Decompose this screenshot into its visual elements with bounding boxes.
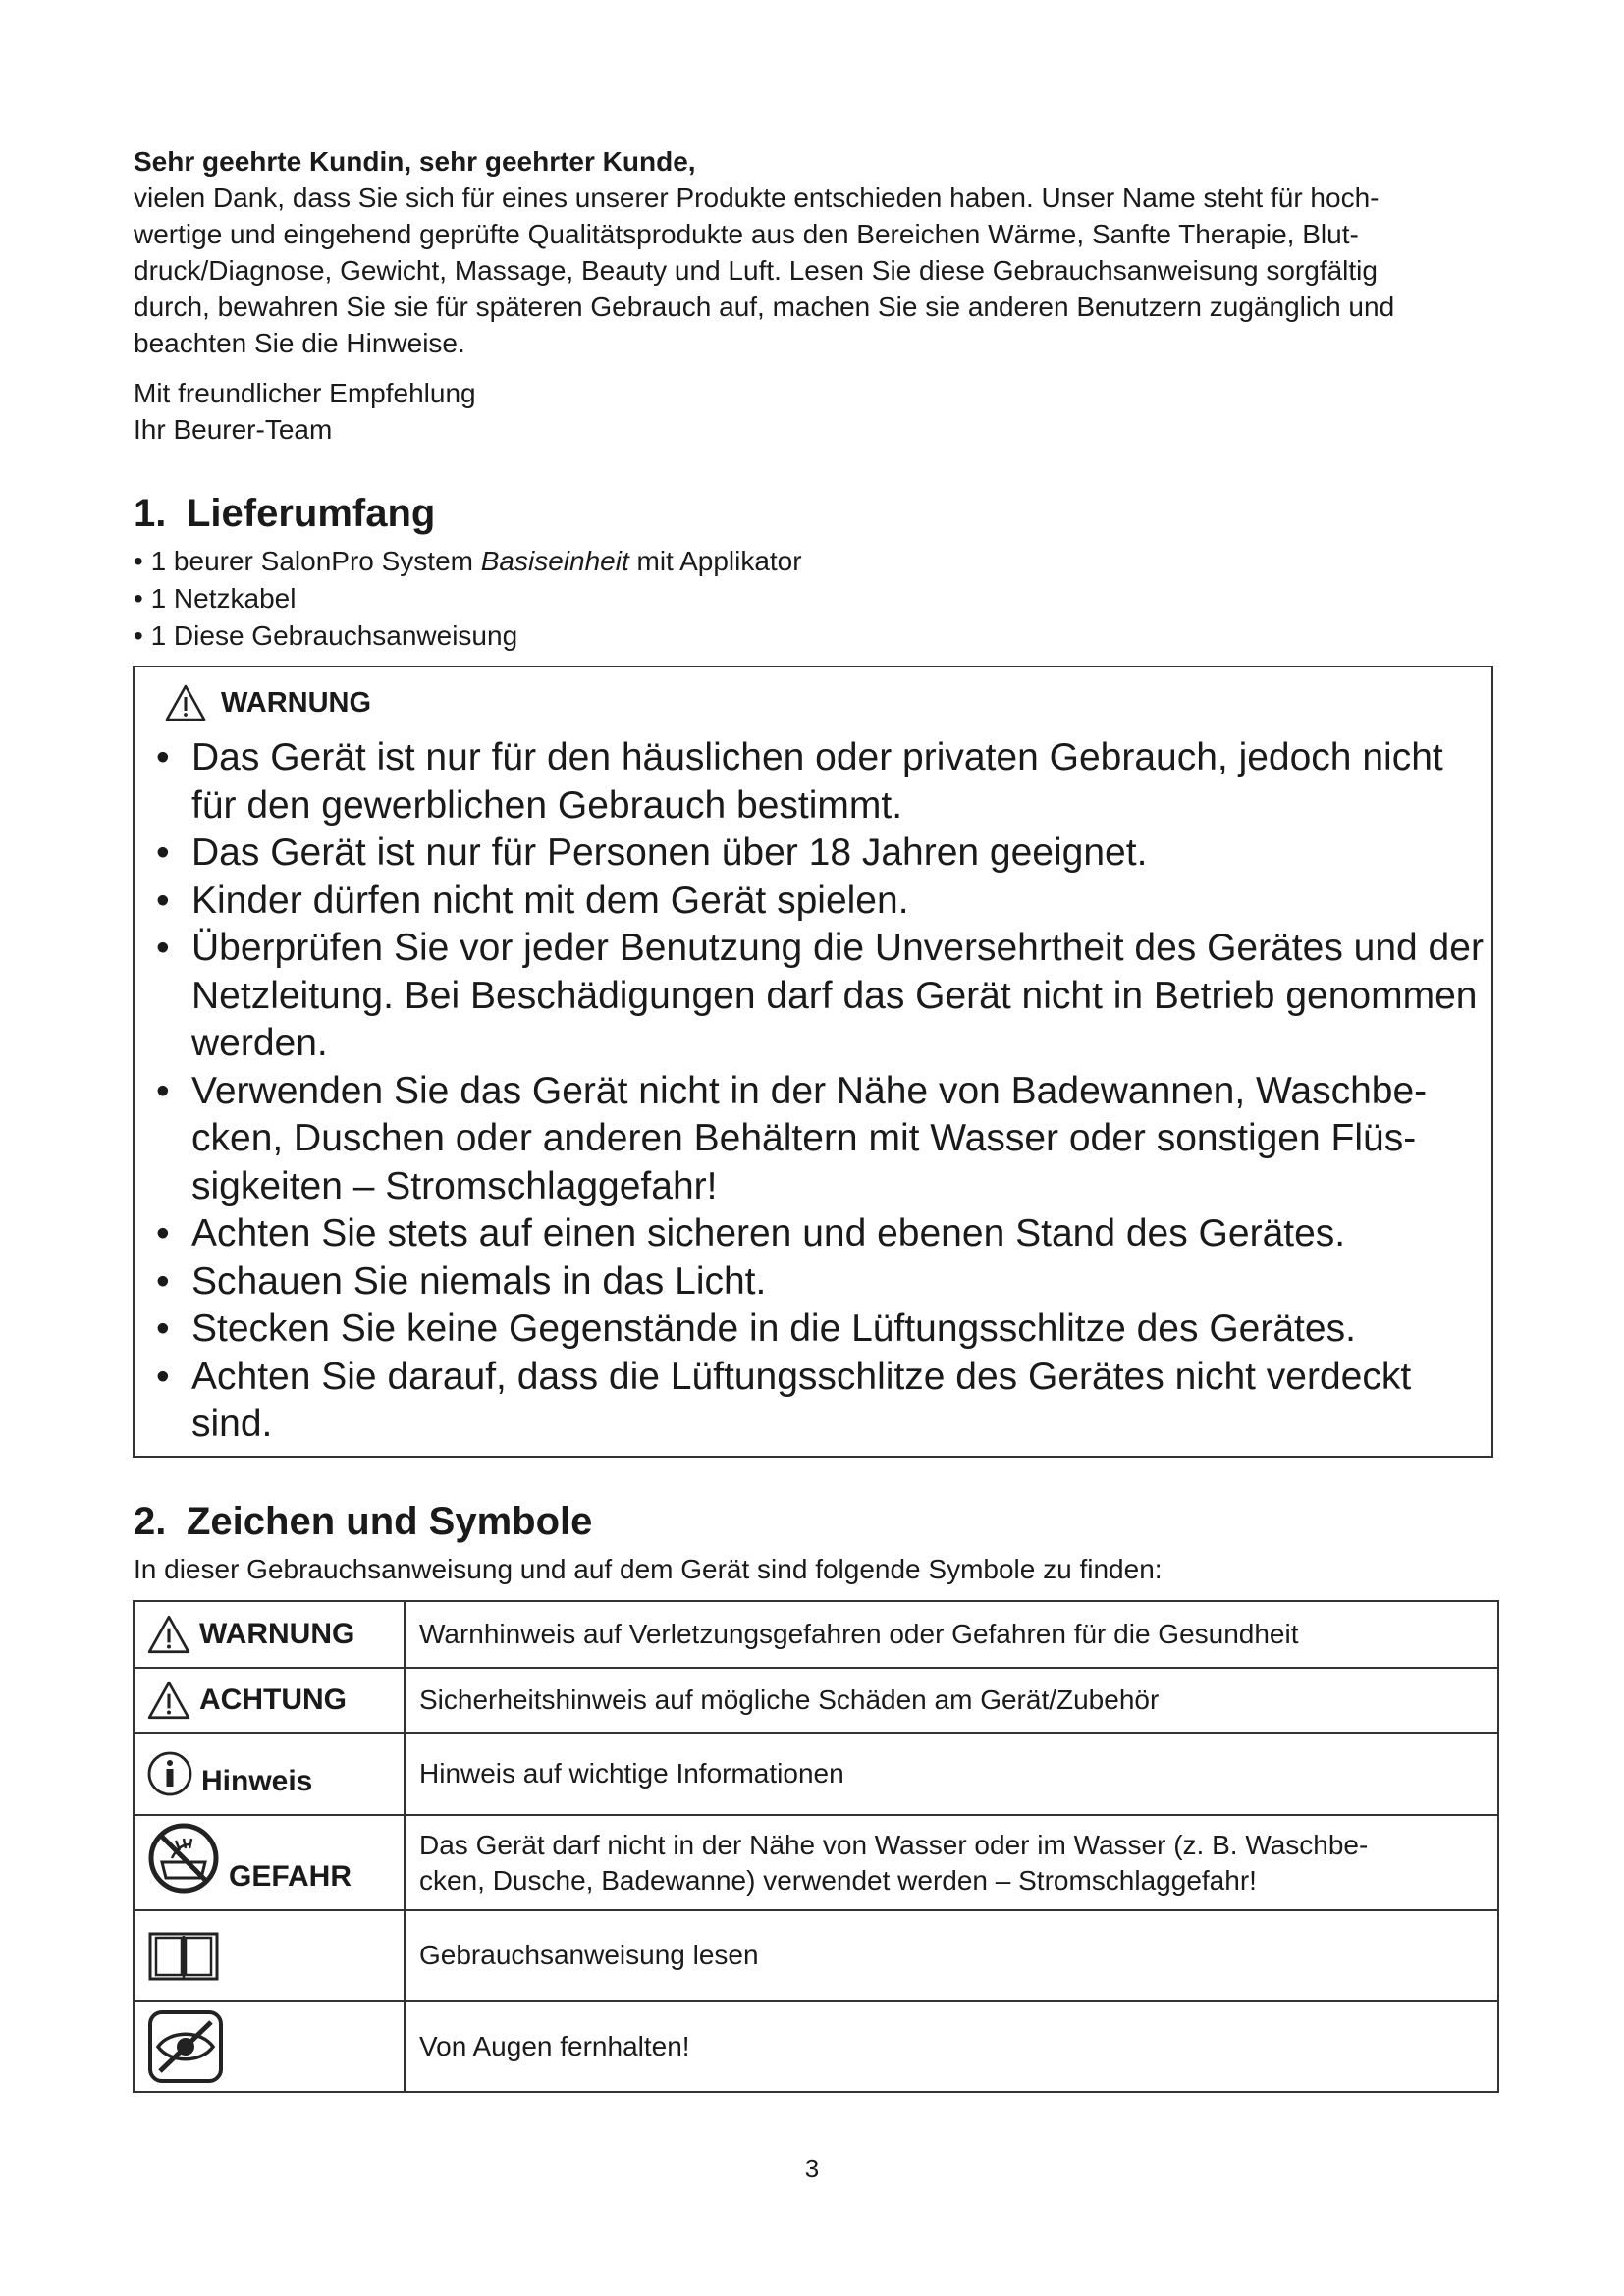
warning-triangle-icon <box>146 1680 191 1721</box>
symbol-description <box>405 1815 1498 1910</box>
manual-book-icon <box>146 1928 221 1983</box>
description-line: cken, Dusche, Badewanne) verwendet werden – Stromschlaggefahr! <box>419 1864 1257 1896</box>
keep-away-from-eyes-icon <box>146 2008 225 2085</box>
table-row <box>134 1815 1498 1910</box>
description-line: Das Gerät darf nicht in der Nähe von Wasser oder im Wasser (z. B. Waschbe- <box>419 1829 1369 1860</box>
symbol-label: GEFAHR <box>229 1859 352 1893</box>
greeting: Sehr geehrte Kundin, sehr geehrter Kunde, <box>134 146 696 177</box>
intro-line: durch, bewahren Sie sie für späteren Gebrauch auf, machen Sie sie anderen Benutzern zugänglich und <box>134 292 1395 322</box>
list-item: • Kinder dürfen nicht mit dem Gerät spielen. <box>148 878 1484 926</box>
symbol-description: Sicherheitshinweis auf mögliche Schäden am Gerät/Zubehör <box>405 1668 1498 1733</box>
info-icon <box>146 1750 193 1797</box>
section-number: 1. <box>134 492 167 535</box>
table-row <box>134 2001 1498 2092</box>
no-water-icon <box>146 1821 221 1896</box>
closing-line: Mit freundlicher Empfehlung <box>134 378 476 408</box>
list-item: • Verwenden Sie das Gerät nicht in der Nähe von Badewannen, Waschbe-cken, Duschen oder anderen Behältern mit Wasser oder sonstigen Flüs-sigkeiten – Stromschlaggefahr! <box>148 1068 1484 1211</box>
symbol-description: Gebrauchsanweisung lesen <box>405 1910 1498 2001</box>
list-item: • 1 Diese Gebrauchsanweisung <box>134 620 518 651</box>
symbol-label: ACHTUNG <box>199 1683 347 1716</box>
list-item: • Schauen Sie niemals in das Licht. <box>148 1258 1484 1307</box>
warning-label: WARNUNG <box>221 687 372 719</box>
section-number: 2. <box>134 1500 167 1543</box>
section-title: Zeichen und Symbole <box>187 1500 593 1543</box>
symbol-label: WARNUNG <box>199 1618 355 1650</box>
section-title: Lieferumfang <box>187 492 436 535</box>
intro-text <box>134 143 1508 361</box>
symbol-description: Warnhinweis auf Verletzungsgefahren oder Gefahren für die Gesundheit <box>405 1601 1498 1668</box>
warning-box <box>133 666 1493 1458</box>
list-item: • 1 beurer SalonPro System Basiseinheit mit Applikator <box>134 546 802 576</box>
table-row <box>134 1668 1498 1733</box>
intro-line: wertige und eingehend geprüfte Qualitätsprodukte aus den Bereichen Wärme, Sanfte Therapie, Blut- <box>134 219 1359 249</box>
list-item: • 1 Netzkabel <box>134 583 297 614</box>
warning-triangle-icon <box>164 683 207 722</box>
table-row <box>134 1733 1498 1815</box>
symbol-label: Hinweis <box>201 1765 313 1797</box>
intro-line: vielen Dank, dass Sie sich für eines unserer Produkte entschieden haben. Unser Name steht für hoch- <box>134 183 1380 213</box>
delivery-list <box>134 543 802 655</box>
table-row <box>134 1910 1498 2001</box>
list-item: • Achten Sie darauf, dass die Lüftungsschlitze des Gerätes nicht verdeckt sind. <box>148 1354 1484 1449</box>
section-heading-symbole <box>134 1498 592 1545</box>
symbols-intro: In dieser Gebrauchsanweisung und auf dem Gerät sind folgende Symbole zu finden: <box>134 1554 1163 1584</box>
warning-header <box>164 683 371 722</box>
symbol-description: Von Augen fernhalten! <box>405 2001 1498 2092</box>
intro-line: druck/Diagnose, Gewicht, Massage, Beauty und Luft. Lesen Sie diese Gebrauchsanweisung sorgfältig <box>134 255 1378 286</box>
table-row <box>134 1601 1498 1668</box>
list-item: • Stecken Sie keine Gegenstände in die Lüftungsschlitze des Gerätes. <box>148 1306 1484 1354</box>
warning-triangle-icon <box>146 1614 191 1655</box>
list-item: • Das Gerät ist nur für den häuslichen oder privaten Gebrauch, jedoch nicht für den gewerblichen Gebrauch bestimmt. <box>148 734 1484 829</box>
closing <box>134 375 476 448</box>
symbol-description: Hinweis auf wichtige Informationen <box>405 1733 1498 1815</box>
signature: Ihr Beurer-Team <box>134 414 333 445</box>
section-heading-lieferumfang <box>134 490 435 537</box>
page-number: 3 <box>804 2154 820 2183</box>
list-item: • Achten Sie stets auf einen sicheren und ebenen Stand des Gerätes. <box>148 1210 1484 1258</box>
intro-line: beachten Sie die Hinweise. <box>134 328 465 358</box>
symbols-table <box>133 1600 1499 2093</box>
warning-list <box>148 734 1484 1449</box>
list-item: • Überprüfen Sie vor jeder Benutzung die Unversehrtheit des Gerätes und der Netzleitung. Bei Beschädigungen darf das Gerät nicht in Betrieb genommen werden. <box>148 925 1484 1068</box>
list-item: • Das Gerät ist nur für Personen über 18 Jahren geeignet. <box>148 829 1484 878</box>
